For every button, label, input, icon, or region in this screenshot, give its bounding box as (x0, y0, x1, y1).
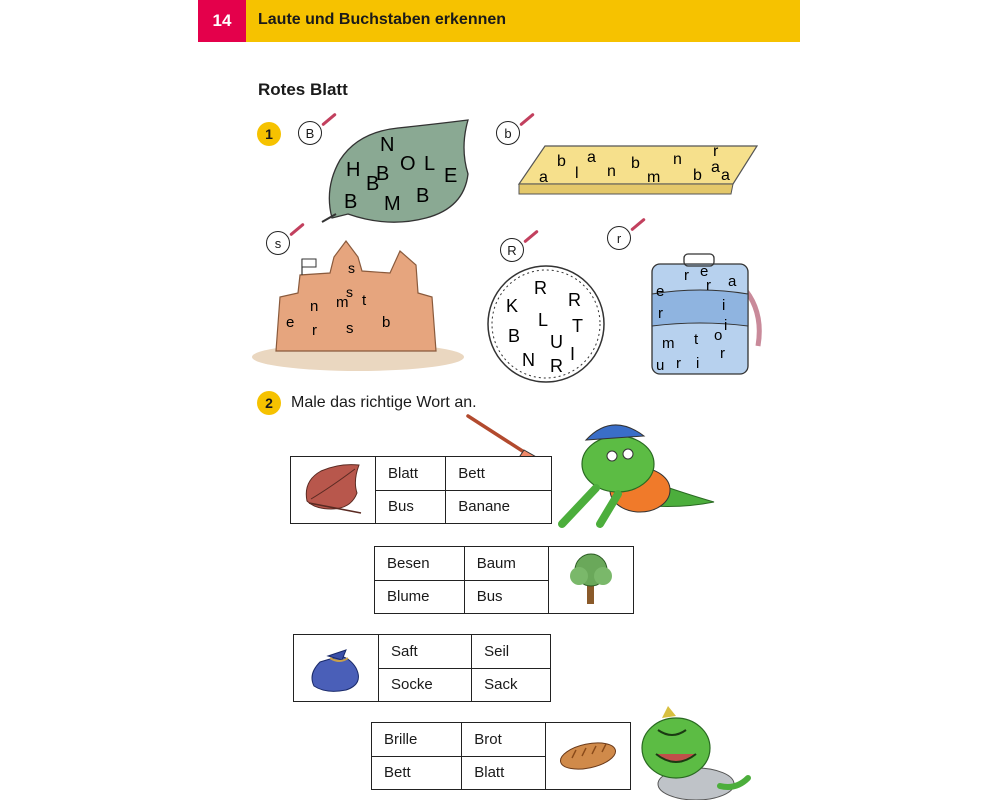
board-letter: a (539, 169, 548, 186)
board-letter: b (557, 153, 566, 170)
sandcastle-letter: m (336, 294, 349, 311)
sandcastle-letter: s (346, 320, 354, 337)
circle-letter: I (570, 344, 576, 364)
board-letter: a (721, 167, 730, 184)
target-letter-b: b (496, 121, 520, 145)
word-option[interactable]: Seil (472, 635, 551, 669)
page-number: 14 (198, 0, 246, 42)
leaf-letter: H (346, 159, 361, 181)
sandcastle-letter: s (346, 284, 353, 300)
word-option[interactable]: Brot (462, 723, 546, 757)
circle-letter: N (522, 350, 535, 370)
tree-icon (561, 548, 621, 608)
pencil-icon (523, 230, 539, 244)
picture-cell (294, 635, 379, 702)
circle-letter: R (550, 356, 563, 376)
laughing-dragon-icon (632, 704, 752, 800)
target-letter-R: R (500, 238, 524, 262)
target-letter-r: r (607, 226, 631, 250)
backpack-letter: i (696, 355, 700, 372)
backpack-puzzle[interactable] (640, 250, 770, 380)
leaf-puzzle[interactable] (318, 118, 478, 228)
exercise-number-2: 2 (257, 391, 281, 415)
backpack-letter: r (658, 305, 663, 322)
exercise-number-1: 1 (257, 122, 281, 146)
circle-letter: R (534, 278, 547, 298)
backpack-letter: a (728, 273, 737, 290)
target-letter-s: s (266, 231, 290, 255)
sandcastle-letter: t (362, 292, 367, 309)
word-option[interactable]: Bett (372, 756, 462, 790)
board-letter: n (607, 163, 616, 180)
board-letter: b (693, 167, 702, 184)
page-title: Laute und Buchstaben erkennen (258, 11, 507, 28)
board-letter: b (631, 155, 640, 172)
circle-letter: R (568, 290, 581, 310)
word-option[interactable]: Bus (464, 580, 548, 614)
sandcastle-letter: r (312, 322, 317, 339)
leaf-letter: B (366, 173, 380, 195)
backpack-letter: u (656, 357, 665, 374)
picture-cell (546, 723, 631, 790)
word-option[interactable]: Blume (375, 580, 465, 614)
pencil-icon (519, 113, 535, 127)
board-letter: a (711, 159, 720, 176)
circle-letter: B (508, 326, 521, 346)
board-letter: r (713, 143, 719, 160)
word-option[interactable]: Banane (446, 490, 552, 524)
word-option[interactable]: Sack (472, 668, 551, 702)
backpack-letter: m (662, 335, 675, 352)
word-option[interactable]: Brille (372, 723, 462, 757)
leaf-letter: M (384, 193, 401, 215)
leaf-letter: B (416, 185, 430, 207)
bread-icon (556, 734, 620, 774)
word-option[interactable]: Baum (464, 547, 548, 581)
leaf-letter: E (444, 165, 458, 187)
backpack-letter: t (694, 331, 699, 348)
leaf-icon (301, 461, 365, 515)
picture-cell (549, 547, 634, 614)
picture-cell (291, 457, 376, 524)
sandcastle-letter: n (310, 298, 319, 315)
backpack-letter: r (720, 345, 725, 362)
word-table-bread (371, 722, 631, 790)
sandcastle-puzzle[interactable] (250, 235, 465, 375)
word-option[interactable]: Blatt (462, 756, 546, 790)
backpack-letter: r (684, 267, 689, 284)
instruction-text: Male das richtige Wort an. (291, 394, 477, 411)
sack-icon (306, 638, 366, 694)
word-option[interactable]: Bus (376, 490, 446, 524)
leaf-letter: L (424, 153, 436, 175)
dragon-mascot-icon (556, 410, 716, 532)
word-option[interactable]: Socke (379, 668, 472, 702)
board-letter: l (575, 165, 579, 182)
word-option[interactable]: Besen (375, 547, 465, 581)
backpack-letter: i (722, 297, 726, 314)
word-option[interactable]: Blatt (376, 457, 446, 491)
leaf-letter: B (344, 191, 358, 213)
target-letter-B: B (298, 121, 322, 145)
word-option[interactable]: Saft (379, 635, 472, 669)
section-title: Rotes Blatt (258, 80, 348, 99)
backpack-letter: r (676, 355, 681, 372)
word-table-leaf (290, 456, 552, 524)
leaf-letter: N (380, 134, 395, 156)
sandcastle-letter: b (382, 314, 391, 331)
board-letter: n (673, 151, 682, 168)
word-table-tree (374, 546, 634, 614)
backpack-letter: i (724, 317, 728, 334)
backpack-letter: o (714, 327, 723, 344)
pencil-icon (630, 218, 646, 232)
backpack-letter: e (700, 263, 709, 280)
board-letter: a (587, 149, 596, 166)
backpack-letter: e (656, 283, 665, 300)
sandcastle-letter: e (286, 314, 295, 331)
circle-letter: T (572, 316, 583, 336)
leaf-letter: B (376, 163, 390, 185)
board-letter: m (647, 169, 661, 186)
circle-letter: L (538, 310, 549, 330)
sandcastle-letter: s (348, 260, 355, 276)
word-option[interactable]: Bett (446, 457, 552, 491)
leaf-letter: O (400, 153, 416, 175)
circle-letter: K (506, 296, 519, 316)
letter-circle-puzzle[interactable] (484, 262, 610, 388)
backpack-letter: r (706, 277, 711, 294)
word-table-sack (293, 634, 551, 702)
circle-letter: U (550, 332, 563, 352)
board-puzzle[interactable] (515, 140, 760, 200)
